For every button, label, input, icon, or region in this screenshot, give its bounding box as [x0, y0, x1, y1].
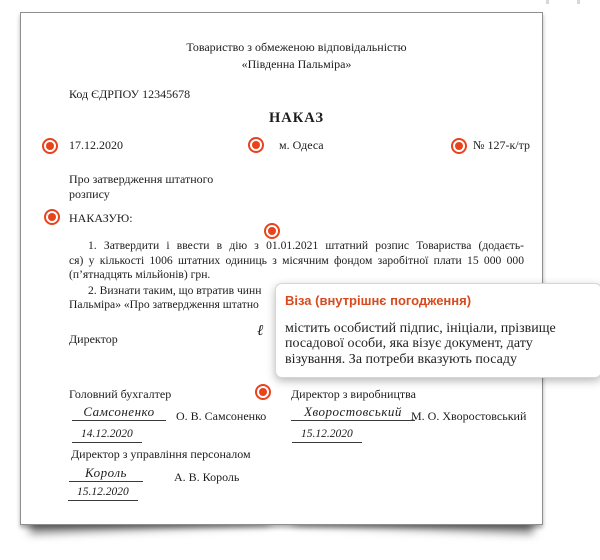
paragraph-2-line-2: Пальміра» «Про затвердження штатно [69, 298, 259, 311]
decree-word: НАКАЗУЮ: [69, 211, 133, 225]
subject-line-2: розпису [69, 187, 110, 201]
annotation-dot-decree-icon[interactable] [44, 209, 60, 225]
visa-name-hr: А. В. Король [174, 470, 240, 484]
document-place: м. Одеса [279, 138, 324, 152]
signature-date: 14.12.2020 [72, 427, 142, 443]
visa-date-accountant [72, 426, 142, 443]
signature-handwriting: Хворостовський [291, 405, 415, 421]
document-number: № 127-к/тр [473, 138, 530, 152]
annotation-dot-place-icon[interactable] [248, 137, 264, 153]
org-name-line-1: Товариство з обмеженою відповідальністю [186, 40, 407, 54]
annotation-dot-date-icon[interactable] [42, 138, 58, 154]
paragraph-1-line-1: 1. Затвердити і ввести в дію з 01.01.2021 штатний розпис Товариства (додаєть- [88, 239, 524, 252]
tooltip-body-line: візування. За потреби вказують посаду [285, 351, 517, 367]
document-date: 17.12.2020 [69, 138, 123, 152]
visa-signature-production [291, 405, 415, 421]
visa-date-production [292, 426, 362, 443]
tooltip-body-line: посадової особи, яка візує документ, дату [285, 336, 533, 352]
signature-handwriting: Самсоненко [72, 405, 166, 421]
annotation-dot-visa-icon[interactable] [255, 384, 271, 400]
visa-signature-accountant [72, 405, 166, 421]
visa-tooltip [275, 283, 600, 378]
visa-date-hr [68, 484, 138, 501]
screen-edge-artifact [546, 0, 549, 4]
subject-line-1: Про затвердження штатного [69, 172, 214, 186]
visa-title-hr: Директор з управління персоналом [71, 447, 251, 461]
paragraph-1-line-2: ся) у кількості 1006 штатних одиниць з місячним фондом заробітної плати 15 000 000 [69, 254, 524, 267]
paragraph-1-line-3: (п’ятнадцять мільйонів) грн. [69, 268, 211, 281]
signature-date: 15.12.2020 [68, 485, 138, 501]
edrpou-code: Код ЄДРПОУ 12345678 [69, 87, 191, 101]
signature-handwriting: Король [69, 466, 143, 482]
paragraph-2-line-1: 2. Визнати таким, що втратив чинн [88, 284, 262, 297]
signature-date: 15.12.2020 [292, 427, 362, 443]
visa-title-production: Директор з виробництва [291, 387, 416, 401]
director-signature-partial: ℓ [257, 323, 264, 339]
visa-signature-hr [69, 466, 143, 482]
tooltip-body [285, 321, 589, 367]
document-title: НАКАЗ [268, 110, 325, 126]
visa-name-accountant: О. В. Самсоненко [176, 409, 267, 423]
annotation-dot-effective-date-icon[interactable] [264, 223, 280, 239]
document-page [20, 12, 543, 525]
tooltip-title: Віза (внутрішнє погодження) [285, 293, 472, 308]
screen-edge-artifact [577, 0, 580, 4]
tooltip-body-line: містить особистий підпис, ініціали, прізвище [285, 321, 556, 336]
visa-title-accountant: Головний бухгалтер [69, 387, 172, 401]
visa-name-production: М. О. Хворостовський [411, 409, 527, 423]
director-title: Директор [69, 332, 118, 346]
annotation-dot-number-icon[interactable] [451, 138, 467, 154]
org-name-line-2: «Південна Пальміра» [241, 57, 352, 71]
